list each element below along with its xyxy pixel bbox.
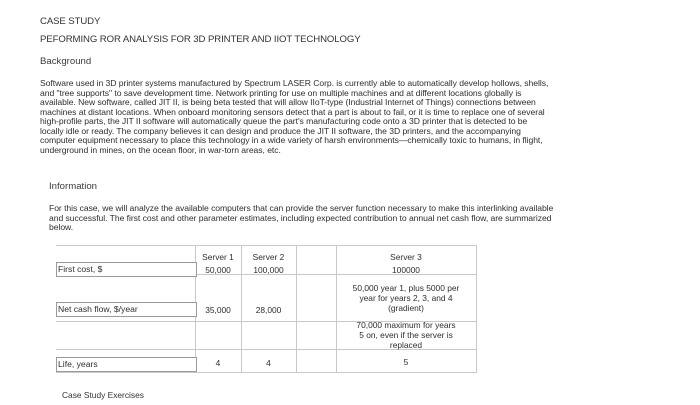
- net-cash-flow-label: Net cash flow, $/year: [58, 304, 138, 314]
- background-line: computer equipment necessary to place this technology in a wide variety of harsh environments—chemically toxic to humans, in flight,: [40, 135, 543, 146]
- information-line: For this case, we will analyze the available computers that can provide the server function necessary to make this interlinking available: [49, 203, 554, 213]
- background-line: available. New software, called JIT II, is being beta tested that will allow IIoT-type (Industrial Internet of Things) connections between: [40, 97, 536, 108]
- case-study-exercises-heading: Case Study Exercises: [62, 390, 144, 400]
- server-2-net-cash: 28,000: [255, 305, 282, 315]
- server-comparison-table: [56, 245, 477, 375]
- background-line: high-profile parts, the JIT II software will automatically queue the part's manufacturing code onto a 3D printer that is detected to be: [40, 116, 528, 127]
- server-1-life: 4: [215, 358, 221, 368]
- case-study-label: CASE STUDY: [40, 16, 101, 27]
- information-heading: Information: [49, 181, 97, 192]
- document-title: PEFORMING ROR ANALYSIS FOR 3D PRINTER AND IIOT TECHNOLOGY: [40, 34, 361, 45]
- server-1-header: Server 1 50,000: [202, 252, 234, 275]
- information-line: below.: [49, 222, 74, 233]
- background-heading: Background: [40, 56, 92, 67]
- information-paragraph: [49, 204, 553, 233]
- first-cost-label: First cost, $: [58, 264, 103, 274]
- background-line: Software used in 3D printer systems manufactured by Spectrum LASER Corp. is currently able to automatically develop hollows, shells,: [40, 78, 549, 88]
- server-3-life: 5: [403, 357, 409, 367]
- background-line: underground in mines, on the ocean floor, in war-torn areas, etc.: [40, 144, 281, 155]
- background-line: and "tree supports" to save development time. Network printing for use on multiple machines and at different locations globally is: [40, 87, 522, 98]
- information-line: and successful. The first cost and other parameter estimates, including expected contribution to annual net cash flow, are summarized: [49, 212, 552, 223]
- background-line: machines at distant locations. When onboard monitoring sensors detect that a part is about to fail, or it is time to replace one of several: [40, 106, 545, 117]
- server-3-maximum: 70,000 maximum for years 5 on, even if the server is replaced: [356, 320, 456, 350]
- background-line: locally idle or ready. The company believes it can design and produce the JIT II software, the 3D printers, and the accompanying: [40, 125, 521, 136]
- background-paragraph: [40, 79, 548, 155]
- server-1-net-cash: 35,000: [205, 305, 231, 315]
- server-2-header: Server 2 100,000: [252, 252, 285, 275]
- server-3-net-cash: 50,000 year 1, plus 5000 per year for years 2, 3, and 4 (gradient): [352, 283, 460, 313]
- life-years-label: Life, years: [58, 359, 98, 369]
- server-3-header: Server 3 100000: [390, 252, 422, 275]
- server-2-life: 4: [266, 358, 271, 368]
